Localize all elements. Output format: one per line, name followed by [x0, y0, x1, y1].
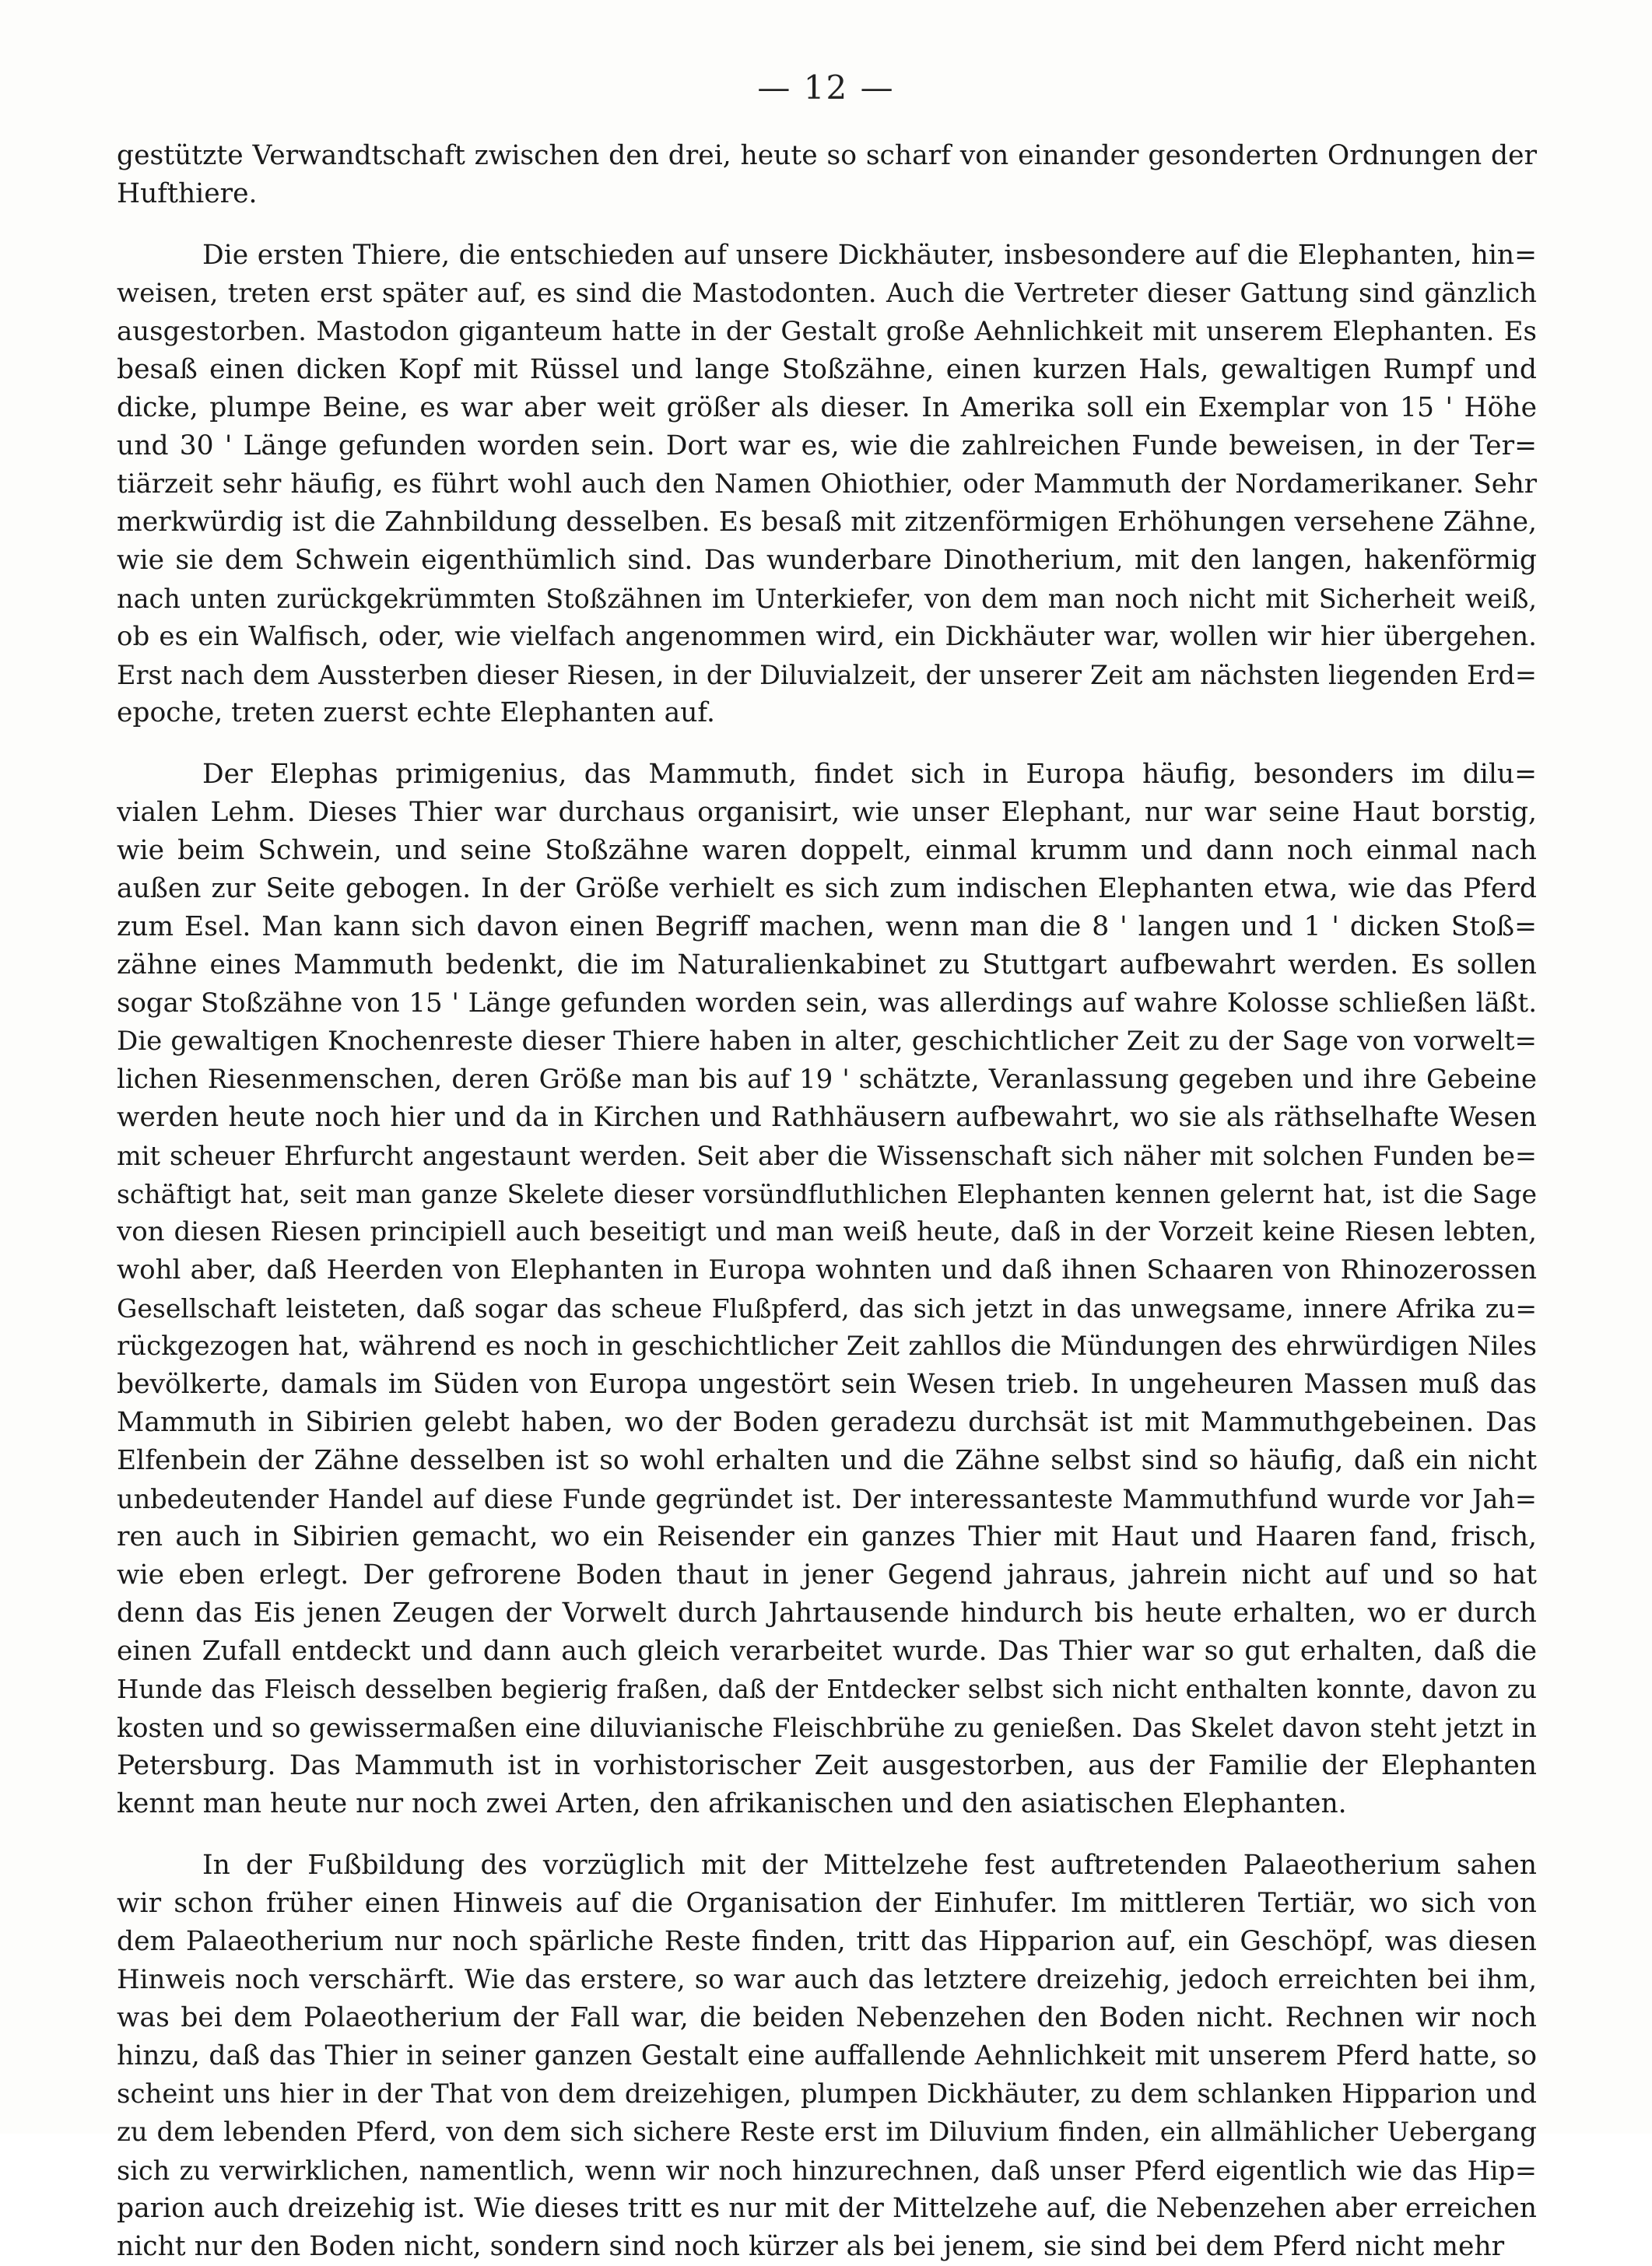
body-text — [117, 137, 1537, 2266]
paragraph — [117, 237, 1537, 732]
text-line: sogar Stoßzähne von 15 ' Länge gefunden worden sein, was allerdings auf wahre Kolosse schließen läßt. — [117, 987, 1537, 1019]
text-line: Mammuth in Sibirien gelebt haben, wo der Boden geradezu durchsät ist mit Mammuthgebeinen. Das — [117, 1407, 1537, 1438]
text-line: parion auch dreizehig ist. Wie dieses tritt es nur mit der Mittelzehe auf, die Nebenzehen aber erreichen — [117, 2193, 1537, 2224]
text-line: ob es ein Walfisch, oder, wie vielfach angenommen wird, ein Dickhäuter war, wollen wir hier übergehen. — [117, 621, 1537, 652]
text-line: epoche, treten zuerst echte Elephanten auf. — [117, 697, 715, 728]
text-line: ausgestorben. Mastodon giganteum hatte in der Gestalt große Aehnlichkeit mit unserem Elephanten. Es — [117, 316, 1537, 347]
text-line: Hufthiere. — [117, 178, 258, 209]
text-line: ren auch in Sibirien gemacht, wo ein Reisender ein ganzes Thier mit Haut und Haaren fand, frisch, — [117, 1521, 1537, 1552]
text-line: Elfenbein der Zähne desselben ist so wohl erhalten und die Zähne selbst sind so häufig, daß ein nicht — [117, 1445, 1537, 1476]
text-line: lichen Riesenmenschen, deren Größe man bis auf 19 ' schätzte, Veranlassung gegeben und ihre Gebeine — [117, 1064, 1537, 1095]
text-line: nach unten zurückgekrümmten Stoßzähnen im Unterkiefer, von dem man noch nicht mit Sicherheit weiß, — [117, 584, 1537, 614]
text-line: kosten und so gewissermaßen eine diluvianische Fleischbrühe zu genießen. Das Skelet davon steht jetzt in — [117, 1713, 1537, 1743]
text-line: wie sie dem Schwein eigenthümlich sind. Das wunderbare Dinotherium, mit den langen, hakenförmig — [117, 545, 1537, 576]
text-line: vialen Lehm. Dieses Thier war durchaus organisirt, wie unser Elephant, nur war seine Haut borstig, — [117, 797, 1537, 828]
text-line: Hunde das Fleisch desselben begierig fraßen, daß der Entdecker selbst sich nicht enthalten konnte, davon zu — [117, 1675, 1537, 1704]
text-line: was bei dem Polaeotherium der Fall war, die beiden Nebenzehen den Boden nicht. Rechnen wir noch — [117, 2002, 1537, 2033]
text-line: werden heute noch hier und da in Kirchen und Rathhäusern aufbewahrt, wo sie als räthselhafte Wesen — [117, 1102, 1537, 1133]
paragraph — [117, 137, 1537, 213]
text-line: Die gewaltigen Knochenreste dieser Thiere haben in alter, geschichtlicher Zeit zu der Sage von vorwelt= — [117, 1026, 1537, 1057]
text-line: besaß einen dicken Kopf mit Rüssel und lange Stoßzähne, einen kurzen Hals, gewaltigen Rumpf und — [117, 354, 1537, 385]
text-line: von diesen Riesen principiell auch beseitigt und man weiß heute, daß in der Vorzeit keine Riesen lebten, — [117, 1216, 1537, 1247]
text-line: gestützte Verwandtschaft zwischen den drei, heute so scharf von einander gesonderten Ordnungen der — [117, 140, 1537, 171]
text-line: Hinweis noch verschärft. Wie das erstere, so war auch das letztere dreizehig, jedoch erreichten bei ihm, — [117, 1964, 1537, 1995]
text-line: Petersburg. Das Mammuth ist in vorhistorischer Zeit ausgestorben, aus der Familie der Elephanten — [117, 1750, 1537, 1781]
text-line: sich zu verwirklichen, namentlich, wenn wir noch hinzurechnen, daß unser Pferd eigentlich wie das Hip= — [117, 2156, 1537, 2186]
text-line: tiärzeit sehr häufig, es führt wohl auch den Namen Ohiothier, oder Mammuth der Nordamerikaner. Sehr — [117, 468, 1537, 500]
text-line: denn das Eis jenen Zeugen der Vorwelt durch Jahrtausende hindurch bis heute erhalten, wo er durch — [117, 1598, 1537, 1629]
text-line: bevölkerte, damals im Süden von Europa ungestört sein Wesen trieb. In ungeheuren Massen muß das — [117, 1369, 1537, 1400]
text-line: mit scheuer Ehrfurcht angestaunt werden. Seit aber die Wissenschaft sich näher mit solchen Funden be= — [117, 1141, 1537, 1171]
text-line: merkwürdig ist die Zahnbildung desselben. Es besaß mit zitzenförmigen Erhöhungen versehene Zähne, — [117, 507, 1537, 538]
paragraph — [117, 756, 1537, 1823]
text-line: unbedeutender Handel auf diese Funde gegründet ist. Der interessanteste Mammuthfund wurde vor Jah= — [117, 1484, 1537, 1514]
text-line: zum Esel. Man kann sich davon einen Begriff machen, wenn man die 8 ' langen und 1 ' dicken Stoß= — [117, 911, 1537, 942]
text-line: nicht nur den Boden nicht, sondern sind noch kürzer als bei jenem, sie sind bei dem Pferd nicht mehr — [117, 2231, 1505, 2262]
text-line: schäftigt hat, seit man ganze Skelete dieser vorsündfluthlichen Elephanten kennen gelernt hat, ist die Sage — [117, 1179, 1537, 1209]
text-line: zu dem lebenden Pferd, von dem sich sichere Reste erst im Diluvium finden, ein allmählicher Uebergang — [117, 2117, 1537, 2148]
text-line: scheint uns hier in der That von dem dreizehigen, plumpen Dickhäuter, zu dem schlanken Hipparion und — [117, 2078, 1537, 2110]
paragraph — [117, 1847, 1537, 2266]
text-line: weisen, treten erst später auf, es sind die Mastodonten. Auch die Vertreter dieser Gattung sind gänzlich — [117, 278, 1537, 309]
text-line: einen Zufall entdeckt und dann auch gleich verarbeitet wurde. Das Thier war so gut erhalten, daß die — [117, 1636, 1537, 1667]
text-line: wie eben erlegt. Der gefrorene Boden thaut in jener Gegend jahraus, jahrein nicht auf und so hat — [117, 1559, 1537, 1591]
text-line: kennt man heute nur noch zwei Arten, den afrikanischen und den asiatischen Elephanten. — [117, 1788, 1347, 1819]
text-line: wir schon früher einen Hinweis auf die Organisation der Einhufer. Im mittleren Tertiär, wo sich von — [117, 1888, 1537, 1919]
text-line: Der Elephas primigenius, das Mammuth, findet sich in Europa häufig, besonders im dilu= — [202, 759, 1537, 790]
text-line: Die ersten Thiere, die entschieden auf unsere Dickhäuter, insbesondere auf die Elephanten, hin= — [202, 240, 1537, 271]
text-line: wohl aber, daß Heerden von Elephanten in Europa wohnten und daß ihnen Schaaren von Rhinozerossen — [117, 1254, 1537, 1286]
text-line: dicke, plumpe Beine, es war aber weit größer als dieser. In Amerika soll ein Exemplar von 15 ' Höhe — [117, 392, 1537, 423]
text-line: wie beim Schwein, und seine Stoßzähne waren doppelt, einmal krumm und dann noch einmal nach — [117, 835, 1537, 866]
text-line: Erst nach dem Aussterben dieser Riesen, in der Diluvialzeit, der unserer Zeit am nächsten liegenden Erd= — [117, 660, 1537, 690]
text-line: dem Palaeotherium nur noch spärliche Reste finden, tritt das Hipparion auf, ein Geschöpf, was diesen — [117, 1926, 1537, 1957]
text-line: und 30 ' Länge gefunden worden sein. Dort war es, wie die zahlreichen Funde beweisen, in der Ter= — [117, 430, 1537, 461]
text-line: hinzu, daß das Thier in seiner ganzen Gestalt eine auffallende Aehnlichkeit mit unserem Pferd hatte, so — [117, 2040, 1537, 2071]
text-line: rückgezogen hat, während es noch in geschichtlicher Zeit zahllos die Mündungen des ehrwürdigen Niles — [117, 1331, 1537, 1362]
text-line: In der Fußbildung des vorzüglich mit der Mittelzehe fest auftretenden Palaeotherium sahen — [202, 1850, 1537, 1881]
text-line: Gesellschaft leisteten, daß sogar das scheue Flußpferd, das sich jetzt in das unwegsame, innere Afrika zu= — [117, 1293, 1537, 1324]
text-line: zähne eines Mammuth bedenkt, die im Naturalienkabinet zu Stuttgart aufbewahrt werden. Es sollen — [117, 949, 1537, 980]
text-line: außen zur Seite gebogen. In der Größe verhielt es sich zum indischen Elephanten etwa, wie das Pferd — [117, 873, 1537, 904]
page-number: — 12 — — [757, 68, 895, 107]
